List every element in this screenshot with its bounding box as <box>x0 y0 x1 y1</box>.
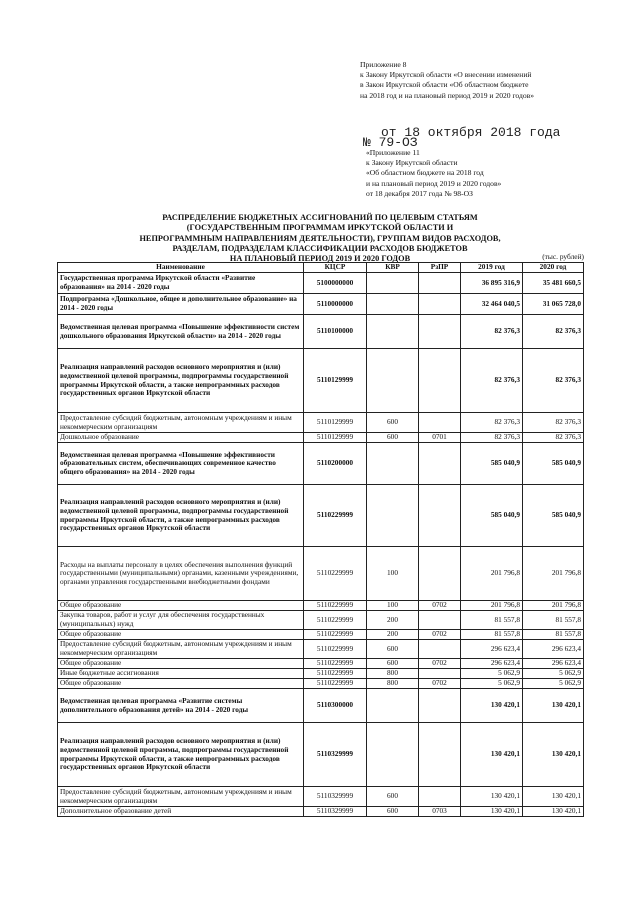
table-row <box>58 723 584 787</box>
cell-kcsr: 5110229999 <box>304 611 367 630</box>
annex-line: к Закону Иркутской области «О внесении изменений <box>360 70 532 80</box>
cell-rzpr <box>419 315 461 349</box>
cell-2019: 82 376,3 <box>461 315 523 349</box>
cell-2020: 130 420,1 <box>523 689 584 723</box>
cell-kcsr: 5110229999 <box>304 485 367 547</box>
cell-2020: 585 040,9 <box>523 485 584 547</box>
annex2-line: «Об областном бюджете на 2018 год <box>366 168 484 178</box>
annex-line: Приложение 8 <box>360 60 407 69</box>
table-row <box>58 679 584 689</box>
cell-name: Дошкольное образование <box>58 433 304 443</box>
cell-rzpr <box>419 669 461 679</box>
cell-kvr: 800 <box>367 669 419 679</box>
cell-2019: 82 376,3 <box>461 433 523 443</box>
cell-kcsr: 5110229999 <box>304 640 367 659</box>
cell-kcsr: 5110329999 <box>304 787 367 807</box>
table-row <box>58 315 584 349</box>
table-row <box>58 601 584 611</box>
title-line: РАЗДЕЛАМ, ПОДРАЗДЕЛАМ КЛАССИФИКАЦИИ РАСХОДОВ БЮДЖЕТОВ <box>172 243 468 253</box>
cell-rzpr: 0702 <box>419 679 461 689</box>
cell-2020: 5 062,9 <box>523 669 584 679</box>
header-2020: 2020 год <box>523 263 584 273</box>
cell-2020: 130 420,1 <box>523 787 584 807</box>
cell-name: Реализация направлений расходов основного мероприятия и (или) ведомственной целевой программы, подпрограммы государственной программы Иркутской области, а также непрограммных расходов государственных органов Иркутской области <box>58 723 304 787</box>
cell-rzpr <box>419 349 461 413</box>
cell-rzpr <box>419 294 461 315</box>
cell-2020: 82 376,3 <box>523 349 584 413</box>
cell-kvr: 100 <box>367 601 419 611</box>
header-2019: 2019 год <box>461 263 523 273</box>
cell-name: Ведомственная целевая программа «Развитие системы дополнительного образования детей» на 2014 - 2020 годы <box>58 689 304 723</box>
units-label: (тыс. рублей) <box>542 252 584 261</box>
cell-2019: 130 420,1 <box>461 689 523 723</box>
annex2-line: к Закону Иркутской области <box>366 158 458 168</box>
cell-2020: 296 623,4 <box>523 659 584 669</box>
cell-kcsr: 5100000000 <box>304 273 367 294</box>
cell-2020: 82 376,3 <box>523 413 584 433</box>
cell-rzpr <box>419 787 461 807</box>
table-row <box>58 485 584 547</box>
table-row <box>58 413 584 433</box>
cell-name: Расходы на выплаты персоналу в целях обеспечения выполнения функций государственными (муниципальными) органами, казенными учреждениями, органами управления государственными внебюджетными фондами <box>58 547 304 601</box>
cell-kvr <box>367 349 419 413</box>
title-line: НА ПЛАНОВЫЙ ПЕРИОД 2019 И 2020 ГОДОВ <box>229 254 411 264</box>
table-row <box>58 630 584 640</box>
table-row <box>58 443 584 485</box>
cell-kcsr: 5110129999 <box>304 349 367 413</box>
cell-rzpr <box>419 611 461 630</box>
cell-kcsr: 5110129999 <box>304 413 367 433</box>
cell-name: Государственная программа Иркутской области «Развитие образования» на 2014 - 2020 годы <box>58 273 304 294</box>
cell-2020: 130 420,1 <box>523 723 584 787</box>
cell-kvr: 600 <box>367 807 419 817</box>
cell-rzpr <box>419 640 461 659</box>
annex2-line: «Приложение 11 <box>366 148 420 157</box>
title-line: РАСПРЕДЕЛЕНИЕ БЮДЖЕТНЫХ АССИГНОВАНИЙ ПО ЦЕЛЕВЫМ СТАТЬЯМ <box>162 213 478 222</box>
cell-rzpr: 0701 <box>419 433 461 443</box>
cell-name: Предоставление субсидий бюджетным, автономным учреждениям и иным некоммерческим организациям <box>58 787 304 807</box>
cell-rzpr <box>419 689 461 723</box>
cell-kvr <box>367 689 419 723</box>
cell-kcsr: 5110329999 <box>304 723 367 787</box>
stamp-date: от 18 октября 2018 года <box>381 125 561 140</box>
table-row <box>58 349 584 413</box>
table-row <box>58 294 584 315</box>
cell-kcsr: 5110229999 <box>304 630 367 640</box>
cell-2019: 82 376,3 <box>461 349 523 413</box>
header-name: Наименование <box>58 263 304 273</box>
original-annex-reference <box>366 148 626 199</box>
cell-2019: 32 464 040,5 <box>461 294 523 315</box>
cell-2020: 5 062,9 <box>523 679 584 689</box>
cell-2019: 5 062,9 <box>461 669 523 679</box>
cell-kcsr: 5110300000 <box>304 689 367 723</box>
annex2-line: и на плановый период 2019 и 2020 годов» <box>366 178 502 188</box>
cell-kcsr: 5110229999 <box>304 547 367 601</box>
cell-2020: 81 557,8 <box>523 630 584 640</box>
cell-rzpr <box>419 723 461 787</box>
cell-2020: 201 796,8 <box>523 601 584 611</box>
cell-2020: 81 557,8 <box>523 611 584 630</box>
cell-2019: 81 557,8 <box>461 630 523 640</box>
cell-name: Иные бюджетные ассигнования <box>58 669 304 679</box>
cell-name: Предоставление субсидий бюджетным, автономным учреждениям и иным некоммерческим организациям <box>58 413 304 433</box>
cell-name: Ведомственная целевая программа «Повышение эффективности образовательных систем, обеспечивающих современное качество общего образования» на 2014 - 2020 годы <box>58 443 304 485</box>
cell-name: Дополнительное образование детей <box>58 807 304 817</box>
cell-rzpr <box>419 273 461 294</box>
cell-kcsr: 5110329999 <box>304 807 367 817</box>
cell-kvr <box>367 723 419 787</box>
table-row <box>58 547 584 601</box>
cell-2020: 296 623,4 <box>523 640 584 659</box>
cell-2019: 130 420,1 <box>461 723 523 787</box>
cell-kvr: 200 <box>367 630 419 640</box>
cell-kvr: 600 <box>367 413 419 433</box>
cell-rzpr <box>419 413 461 433</box>
header-kvr: КВР <box>367 263 419 273</box>
table-row <box>58 611 584 630</box>
cell-name: Реализация направлений расходов основного мероприятия и (или) ведомственной целевой программы, подпрограммы государственной программы Иркутской области, а также непрограммных расходов государственных органов Иркутской области <box>58 349 304 413</box>
cell-name: Подпрограмма «Дошкольное, общее и дополнительное образование» на 2014 - 2020 годы <box>58 294 304 315</box>
cell-2019: 201 796,8 <box>461 601 523 611</box>
table-row <box>58 433 584 443</box>
cell-name: Общее образование <box>58 679 304 689</box>
cell-kvr: 600 <box>367 659 419 669</box>
cell-2019: 296 623,4 <box>461 640 523 659</box>
cell-rzpr <box>419 443 461 485</box>
cell-rzpr: 0702 <box>419 659 461 669</box>
cell-name: Реализация направлений расходов основного мероприятия и (или) ведомственной целевой программы, подпрограммы государственной программы Иркутской области, а также непрограммных расходов государственных органов Иркутской области <box>58 485 304 547</box>
table-row <box>58 689 584 723</box>
cell-2019: 82 376,3 <box>461 413 523 433</box>
table-row <box>58 787 584 807</box>
cell-2019: 81 557,8 <box>461 611 523 630</box>
cell-rzpr: 0702 <box>419 630 461 640</box>
table-row <box>58 659 584 669</box>
table-row <box>58 640 584 659</box>
document-title <box>100 213 540 264</box>
cell-kcsr: 5110229999 <box>304 601 367 611</box>
cell-2019: 130 420,1 <box>461 807 523 817</box>
cell-kcsr: 5110229999 <box>304 659 367 669</box>
cell-2020: 201 796,8 <box>523 547 584 601</box>
cell-2020: 82 376,3 <box>523 315 584 349</box>
annex-line: на 2018 год и на плановый период 2019 и 2020 годов» <box>360 90 535 100</box>
cell-kcsr: 5110100000 <box>304 315 367 349</box>
table-header-row <box>58 263 584 273</box>
cell-kcsr: 5110129999 <box>304 433 367 443</box>
table-body <box>58 273 584 817</box>
annex2-line: от 18 декабря 2017 года № 98-ОЗ <box>366 188 473 198</box>
budget-table <box>57 262 584 817</box>
cell-kcsr: 5110229999 <box>304 669 367 679</box>
cell-kvr <box>367 315 419 349</box>
cell-rzpr: 0702 <box>419 601 461 611</box>
cell-name: Общее образование <box>58 601 304 611</box>
cell-2020: 585 040,9 <box>523 443 584 485</box>
cell-kvr: 600 <box>367 640 419 659</box>
cell-rzpr <box>419 485 461 547</box>
cell-2019: 585 040,9 <box>461 485 523 547</box>
table-row <box>58 669 584 679</box>
cell-name: Ведомственная целевая программа «Повышение эффективности систем дошкольного образования Иркутской области» на 2014 - 2020 годы <box>58 315 304 349</box>
title-line: НЕПРОГРАММНЫМ НАПРАВЛЕНИЯМ ДЕЯТЕЛЬНОСТИ), ГРУППАМ ВИДОВ РАСХОДОВ, <box>139 233 501 243</box>
cell-rzpr <box>419 547 461 601</box>
header-rzpr: РзПР <box>419 263 461 273</box>
cell-kcsr: 5110000000 <box>304 294 367 315</box>
header-kcsr: КЦСР <box>304 263 367 273</box>
cell-rzpr: 0703 <box>419 807 461 817</box>
title-line: (ГОСУДАРСТВЕННЫМ ПРОГРАММАМ ИРКУТСКОЙ ОБЛАСТИ И <box>186 223 454 233</box>
cell-2020: 130 420,1 <box>523 807 584 817</box>
cell-kvr <box>367 443 419 485</box>
cell-name: Закупка товаров, работ и услуг для обеспечения государственных (муниципальных) нужд <box>58 611 304 630</box>
table-row <box>58 273 584 294</box>
cell-name: Общее образование <box>58 630 304 640</box>
cell-kvr <box>367 273 419 294</box>
cell-kvr: 800 <box>367 679 419 689</box>
cell-2020: 35 481 660,5 <box>523 273 584 294</box>
table-row <box>58 807 584 817</box>
cell-2019: 5 062,9 <box>461 679 523 689</box>
cell-kvr <box>367 294 419 315</box>
cell-kcsr: 5110229999 <box>304 679 367 689</box>
cell-2019: 585 040,9 <box>461 443 523 485</box>
annex-header <box>360 60 630 101</box>
cell-name: Предоставление субсидий бюджетным, автономным учреждениям и иным некоммерческим организациям <box>58 640 304 659</box>
cell-2019: 296 623,4 <box>461 659 523 669</box>
cell-kvr: 600 <box>367 433 419 443</box>
cell-kvr: 100 <box>367 547 419 601</box>
cell-kcsr: 5110200000 <box>304 443 367 485</box>
cell-2019: 201 796,8 <box>461 547 523 601</box>
annex-line: в Закон Иркутской области «Об областном бюджете <box>360 80 529 90</box>
cell-2019: 130 420,1 <box>461 787 523 807</box>
cell-2020: 31 065 728,0 <box>523 294 584 315</box>
cell-2020: 82 376,3 <box>523 433 584 443</box>
cell-kvr: 600 <box>367 787 419 807</box>
cell-2019: 36 895 316,9 <box>461 273 523 294</box>
cell-name: Общее образование <box>58 659 304 669</box>
cell-kvr: 200 <box>367 611 419 630</box>
stamp-number: № 79-ОЗ <box>363 135 418 150</box>
cell-kvr <box>367 485 419 547</box>
